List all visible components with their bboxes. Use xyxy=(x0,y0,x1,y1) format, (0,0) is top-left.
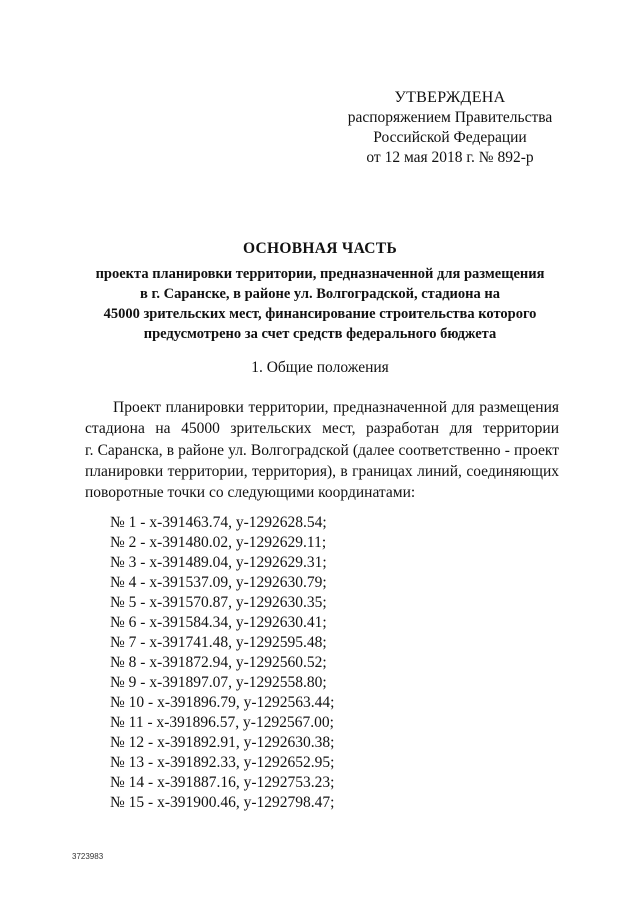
section-heading: 1. Общие положения xyxy=(251,359,389,376)
paragraph-line: планировки территории, территория), в границах линий, соединяющих xyxy=(85,462,559,480)
coordinate-points-list xyxy=(110,513,334,813)
list-item: № 5 - x-391570.87, y-1292630.35; xyxy=(110,594,327,611)
paragraph-line: Проект планировки территории, предназначенной для размещения xyxy=(113,399,559,416)
subtitle-line: проекта планировки территории, предназначенной для размещения xyxy=(95,266,545,282)
list-item: № 2 - x-391480.02, y-1292629.11; xyxy=(110,534,327,551)
list-item: № 12 - x-391892.91, y-1292630.38; xyxy=(110,734,335,751)
subtitle xyxy=(60,264,580,344)
intro-paragraph xyxy=(85,397,559,503)
list-item: № 11 - x-391896.57, y-1292567.00; xyxy=(110,714,334,731)
approval-line-2: Российской Федерации xyxy=(373,129,527,146)
subtitle-line: 45000 зрительских мест, финансирование строительства которого xyxy=(103,306,537,322)
list-item: № 4 - x-391537.09, y-1292630.79; xyxy=(110,574,327,591)
approval-line-1: распоряжением Правительства xyxy=(347,109,553,126)
main-title: ОСНОВНАЯ ЧАСТЬ xyxy=(243,240,397,257)
document-code: 3723983 xyxy=(72,852,104,861)
list-item: № 13 - x-391892.33, y-1292652.95; xyxy=(110,754,335,771)
list-item: № 10 - x-391896.79, y-1292563.44; xyxy=(110,694,335,711)
paragraph-line: стадиона на 45000 зрительских мест, разработан для территории xyxy=(85,420,559,438)
list-item: № 6 - x-391584.34, y-1292630.41; xyxy=(110,614,327,631)
list-item: № 15 - x-391900.46, y-1292798.47; xyxy=(110,794,335,811)
approval-block xyxy=(330,88,570,168)
subtitle-line: в г. Саранске, в районе ул. Волгоградской, стадиона на xyxy=(139,286,500,302)
list-item: № 3 - x-391489.04, y-1292629.31; xyxy=(110,554,327,571)
list-item: № 1 - x-391463.74, y-1292628.54; xyxy=(110,514,327,531)
paragraph-line: г. Саранска, в районе ул. Волгоградской (далее соответственно - проект xyxy=(85,441,559,459)
paragraph-line: поворотные точки со следующими координатами: xyxy=(85,484,416,502)
approval-line-3: от 12 мая 2018 г. № 892-р xyxy=(366,149,534,166)
approval-title: УТВЕРЖДЕНА xyxy=(394,89,506,106)
list-item: № 14 - x-391887.16, y-1292753.23; xyxy=(110,774,335,791)
list-item: № 8 - x-391872.94, y-1292560.52; xyxy=(110,654,327,671)
subtitle-line: предусмотрено за счет средств федерального бюджета xyxy=(143,326,497,342)
list-item: № 9 - x-391897.07, y-1292558.80; xyxy=(110,674,327,691)
list-item: № 7 - x-391741.48, y-1292595.48; xyxy=(110,634,327,651)
